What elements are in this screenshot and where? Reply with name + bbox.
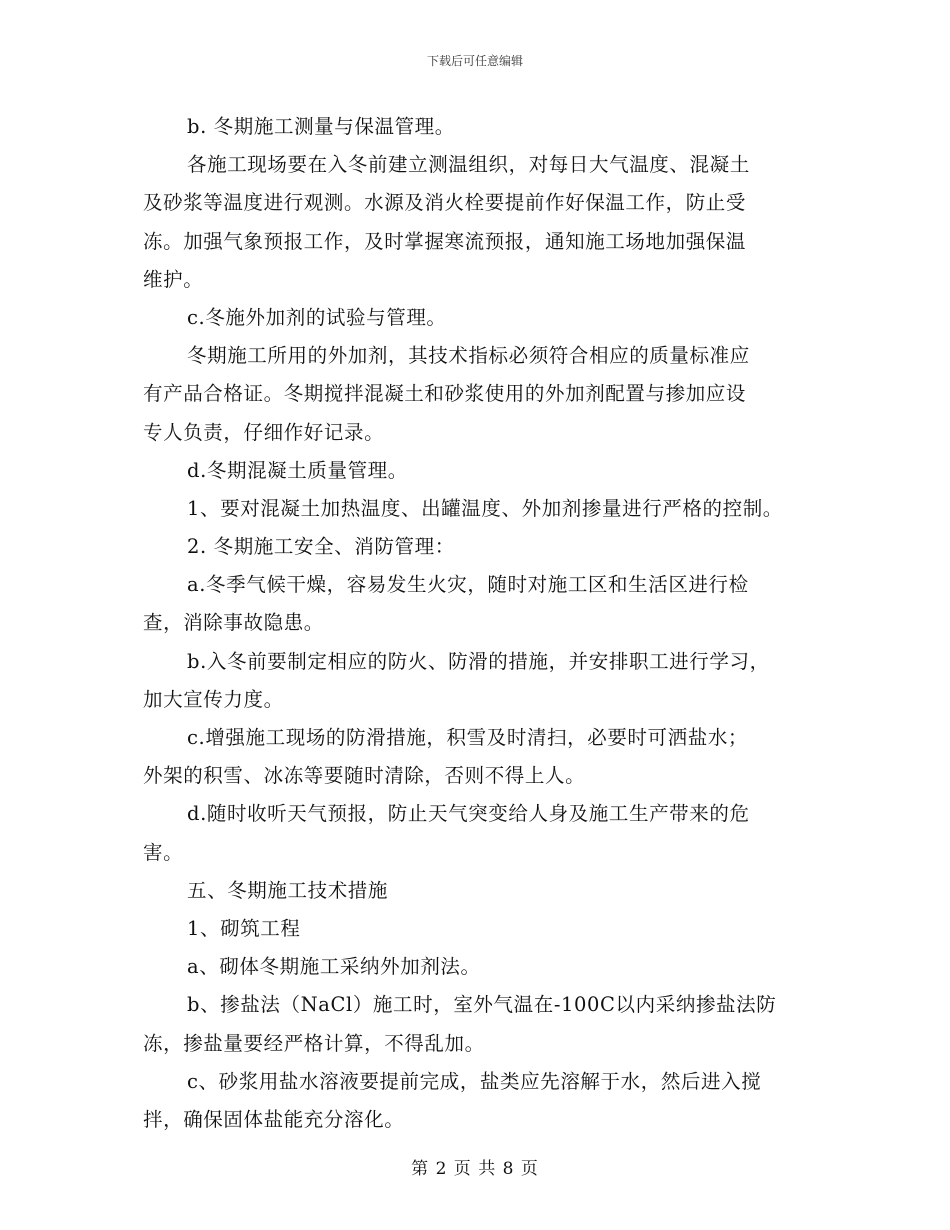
text-line: 1、要对混凝土加热温度、出罐温度、外加剂掺量进行严格的控制。 [187,496,783,520]
text-line: 1、砌筑工程 [187,916,301,940]
text-line: 查，消除事故隐患。 [143,611,324,635]
page-header: 下载后可任意编辑 [426,54,523,68]
text-line: 外架的积雪、冰冻等要随时清除，否则不得上人。 [143,764,586,788]
text-line: 有产品合格证。冬期搅拌混凝土和砂浆使用的外加剂配置与掺加应设 [143,382,747,406]
text-line: c.冬施外加剂的试验与管理。 [187,305,447,329]
text-line: d.随时收听天气预报，防止天气突变给人身及施工生产带来的危 [187,802,750,826]
text-line: 维护。 [143,267,204,291]
text-line: b、掺盐法（NaCl）施工时，室外气温在-100C以内采纳掺盐法防 [187,993,777,1017]
text-line: 五、冬期施工技术措施 [187,878,389,902]
text-line: 拌，确保固体盐能充分溶化。 [143,1107,405,1131]
page-footer: 第 2 页 共 8 页 [411,1159,539,1179]
text-line: 专人负责，仔细作好记录。 [143,420,385,444]
text-line: 冻。加强气象预报工作，及时掌握寒流预报，通知施工场地加强保温 [143,229,747,253]
text-line: a.冬季气候干燥，容易发生火灾，随时对施工区和生活区进行检 [187,573,749,597]
text-line: 及砂浆等温度进行观测。水源及消火栓要提前作好保温工作，防止受 [143,191,747,215]
text-line: b. 冬期施工测量与保温管理。 [187,115,455,138]
text-line: 加大宣传力度。 [143,687,284,711]
text-line: 冬期施工所用的外加剂，其技术指标必须符合相应的质量标准应 [187,344,750,368]
text-line: d.冬期混凝土质量管理。 [187,458,408,482]
text-line: b.入冬前要制定相应的防火、防滑的措施，并安排职工进行学习， [187,649,770,673]
text-line: a、砌体冬期施工采纳外加剂法。 [187,955,481,979]
document-body [143,108,823,1139]
text-line: c、砂浆用盐水溶液要提前完成，盐类应先溶解于水，然后进入搅 [187,1069,762,1093]
text-line: 各施工现场要在入冬前建立测温组织，对每日大气温度、混凝土 [187,153,750,177]
text-line: c.增强施工现场的防滑措施，积雪及时清扫，必要时可洒盐水； [187,726,749,749]
text-line: 害。 [143,840,184,864]
text-line: 冻，掺盐量要经严格计算，不得乱加。 [143,1031,485,1055]
text-line: 2. 冬期施工安全、消防管理： [187,535,455,559]
